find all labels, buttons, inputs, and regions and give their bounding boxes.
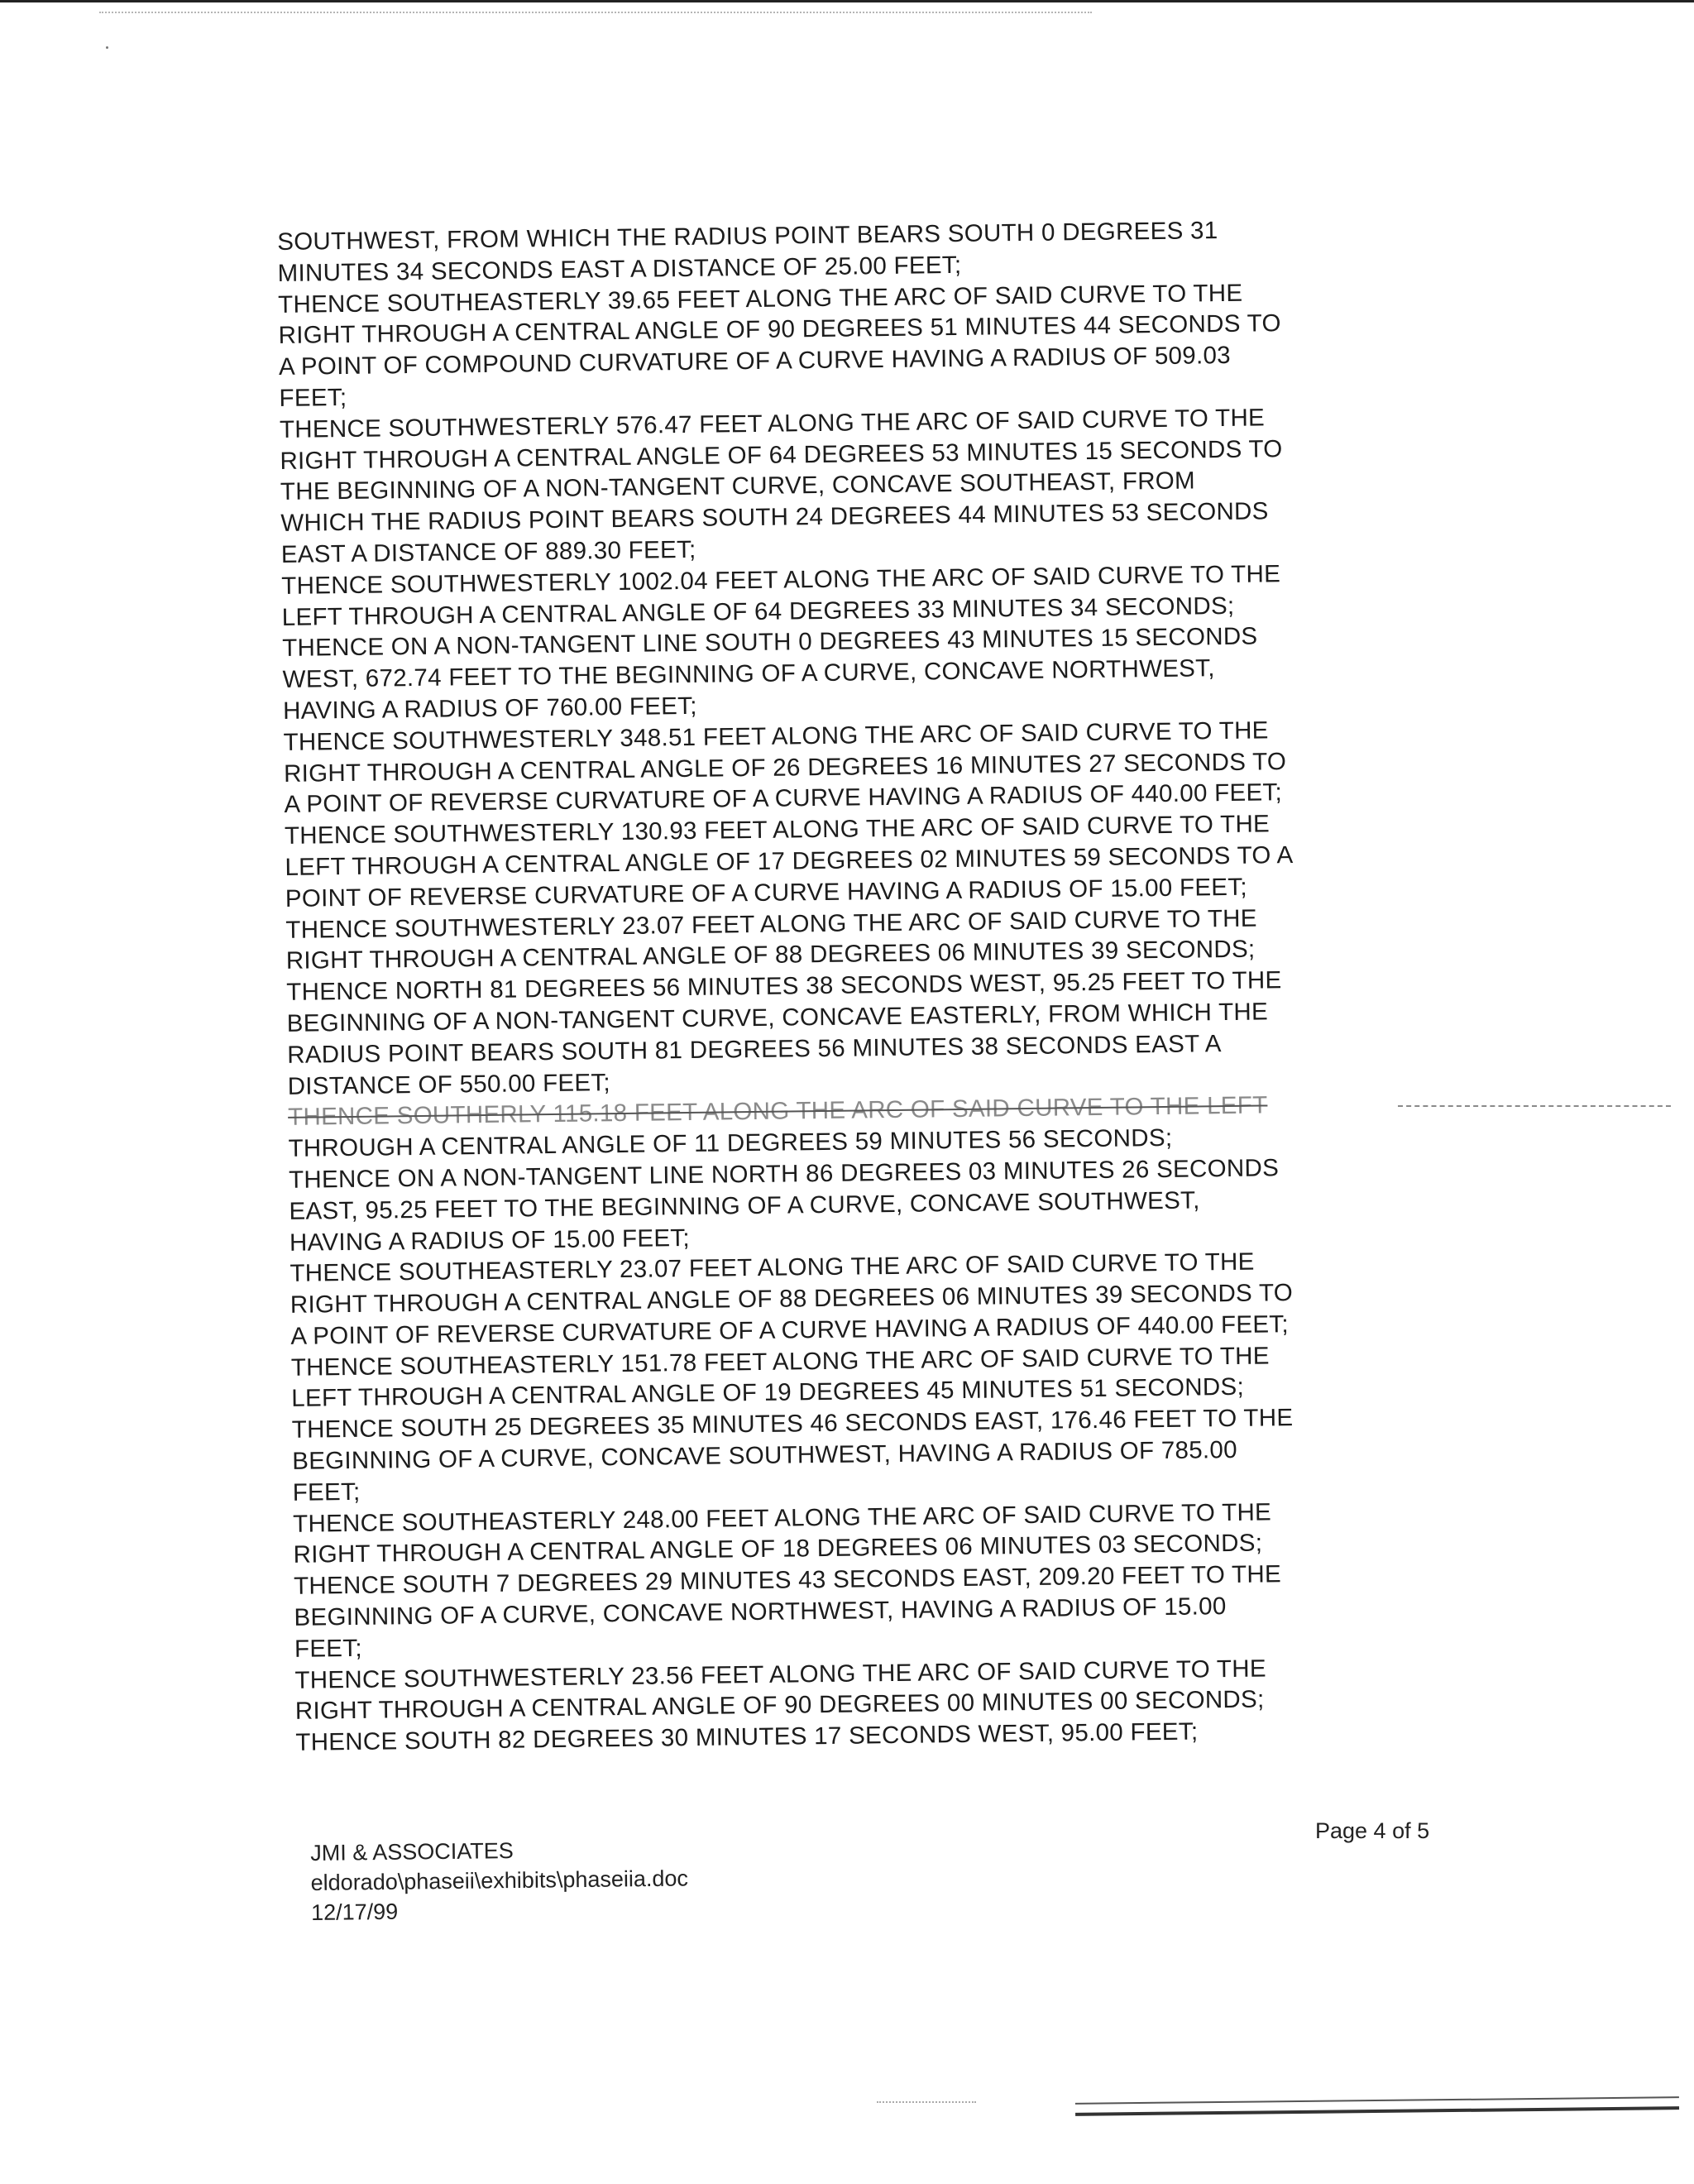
body-text-line: HAVING A RADIUS OF 760.00 FEET; [282, 692, 697, 725]
body-text-line: FEET; [279, 383, 347, 412]
body-text-line: THENCE SOUTHWESTERLY 130.93 FEET ALONG THE ARC OF SAID CURVE TO THE [284, 810, 1270, 850]
scan-noise-top [99, 12, 1092, 20]
page-number: Page 4 of 5 [1315, 1818, 1430, 1843]
body-text-line: BEGINNING OF A CURVE, CONCAVE NORTHWEST, HAVING A RADIUS OF 15.00 [294, 1592, 1227, 1631]
body-text-line: SOUTHWEST, FROM WHICH THE RADIUS POINT BEARS SOUTH 0 DEGREES 31 [277, 217, 1218, 256]
body-text-line: THENCE SOUTHERLY 115.18 FEET ALONG THE ARC OF SAID CURVE TO THE LEFT [287, 1091, 1268, 1132]
scan-top-edge-rule [0, 0, 1694, 2]
body-text-line: THENCE SOUTHWESTERLY 23.56 FEET ALONG THE ARC OF SAID CURVE TO THE [294, 1655, 1267, 1694]
body-text-line: THROUGH A CENTRAL ANGLE OF 11 DEGREES 59 MINUTES 56 SECONDS; [288, 1123, 1173, 1163]
body-text-line: THENCE SOUTH 7 DEGREES 29 MINUTES 43 SECONDS EAST, 209.20 FEET TO THE [293, 1560, 1282, 1601]
body-text-line: RIGHT THROUGH A CENTRAL ANGLE OF 88 DEGREES 06 MINUTES 39 SECONDS TO [290, 1279, 1294, 1319]
body-text-line: HAVING A RADIUS OF 15.00 FEET; [289, 1224, 691, 1257]
body-text-line: LEFT THROUGH A CENTRAL ANGLE OF 64 DEGREES 33 MINUTES 34 SECONDS; [281, 592, 1235, 631]
body-text-line: THENCE SOUTH 82 DEGREES 30 MINUTES 17 SECONDS WEST, 95.00 FEET; [295, 1717, 1199, 1757]
body-text-line: BEGINNING OF A NON-TANGENT CURVE, CONCAVE EASTERLY, FROM WHICH THE [286, 998, 1269, 1037]
body-text-line: THENCE SOUTHEASTERLY 151.78 FEET ALONG THE ARC OF SAID CURVE TO THE [290, 1342, 1270, 1382]
body-text-line: THENCE NORTH 81 DEGREES 56 MINUTES 38 SECONDS WEST, 95.25 FEET TO THE [286, 966, 1282, 1007]
body-text-line: FEET; [292, 1478, 361, 1506]
body-text-line: RIGHT THROUGH A CENTRAL ANGLE OF 88 DEGREES 06 MINUTES 39 SECONDS; [285, 935, 1256, 975]
body-text-line: WEST, 672.74 FEET TO THE BEGINNING OF A CURVE, CONCAVE NORTHWEST, [282, 654, 1215, 694]
body-text-line: RIGHT THROUGH A CENTRAL ANGLE OF 90 DEGREES 51 MINUTES 44 SECONDS TO [278, 309, 1281, 350]
body-text-line: THENCE SOUTHWESTERLY 348.51 FEET ALONG THE ARC OF SAID CURVE TO THE [283, 716, 1269, 756]
scan-noise-bottom [877, 2101, 976, 2106]
body-text-line: RIGHT THROUGH A CENTRAL ANGLE OF 90 DEGREES 00 MINUTES 00 SECONDS; [294, 1686, 1265, 1726]
body-text-line: EAST, 95.25 FEET TO THE BEGINNING OF A CURVE, CONCAVE SOUTHWEST, [289, 1186, 1200, 1225]
body-text-line: THENCE SOUTHWESTERLY 23.07 FEET ALONG THE ARC OF SAID CURVE TO THE [285, 904, 1257, 944]
body-text-line: WHICH THE RADIUS POINT BEARS SOUTH 24 DEGREES 44 MINUTES 53 SECONDS [280, 497, 1269, 538]
body-text-line: A POINT OF COMPOUND CURVATURE OF A CURVE HAVING A RADIUS OF 509.03 [278, 342, 1232, 381]
body-text-line: THENCE SOUTHEASTERLY 23.07 FEET ALONG THE ARC OF SAID CURVE TO THE [290, 1248, 1255, 1288]
body-text-line: THENCE ON A NON-TANGENT LINE SOUTH 0 DEGREES 43 MINUTES 15 SECONDS [282, 622, 1258, 663]
scan-noise-right [1398, 1105, 1671, 1110]
footer-file-path: eldorado\phaseii\exhibits\phaseiia.doc [310, 1866, 689, 1895]
body-text-line: A POINT OF REVERSE CURVATURE OF A CURVE HAVING A RADIUS OF 440.00 FEET; [284, 778, 1283, 819]
body-text-line: RIGHT THROUGH A CENTRAL ANGLE OF 64 DEGREES 53 MINUTES 15 SECONDS TO [280, 434, 1283, 475]
footer-date: 12/17/99 [310, 1899, 399, 1925]
scan-bottom-edge-rule [1075, 2096, 1679, 2116]
body-text-line: BEGINNING OF A CURVE, CONCAVE SOUTHWEST, HAVING A RADIUS OF 785.00 [292, 1436, 1238, 1475]
body-text-line: THENCE SOUTHWESTERLY 1002.04 FEET ALONG THE ARC OF SAID CURVE TO THE [281, 559, 1281, 600]
body-text-line: EAST A DISTANCE OF 889.30 FEET; [280, 535, 696, 568]
body-text-line: LEFT THROUGH A CENTRAL ANGLE OF 17 DEGREES 02 MINUTES 59 SECONDS TO A [285, 841, 1294, 881]
body-text-line: RIGHT THROUGH A CENTRAL ANGLE OF 26 DEGREES 16 MINUTES 27 SECONDS TO [283, 747, 1287, 788]
body-text-line: THENCE ON A NON-TANGENT LINE NORTH 86 DEGREES 03 MINUTES 26 SECONDS [288, 1154, 1280, 1194]
body-text-line: A POINT OF REVERSE CURVATURE OF A CURVE HAVING A RADIUS OF 440.00 FEET; [290, 1310, 1290, 1350]
body-text-line: THENCE SOUTHWESTERLY 576.47 FEET ALONG THE ARC OF SAID CURVE TO THE [279, 404, 1266, 443]
body-text-line: THENCE SOUTH 25 DEGREES 35 MINUTES 46 SECONDS EAST, 176.46 FEET TO THE [291, 1404, 1294, 1444]
body-text-line: MINUTES 34 SECONDS EAST A DISTANCE OF 25.00 FEET; [277, 251, 962, 287]
body-text-line: RADIUS POINT BEARS SOUTH 81 DEGREES 56 MINUTES 38 SECONDS EAST A [287, 1029, 1222, 1069]
document-footer [310, 1833, 689, 1928]
body-text-line: POINT OF REVERSE CURVATURE OF A CURVE HAVING A RADIUS OF 15.00 FEET; [285, 873, 1248, 912]
body-text-line: RIGHT THROUGH A CENTRAL ANGLE OF 18 DEGREES 06 MINUTES 03 SECONDS; [293, 1530, 1263, 1569]
body-text-line: LEFT THROUGH A CENTRAL ANGLE OF 19 DEGREES 45 MINUTES 51 SECONDS; [291, 1373, 1245, 1413]
body-text-line: FEET; [294, 1634, 363, 1663]
body-text-line: THE BEGINNING OF A NON-TANGENT CURVE, CONCAVE SOUTHEAST, FROM [280, 467, 1196, 506]
footer-company: JMI & ASSOCIATES [310, 1837, 514, 1866]
body-text-line: DISTANCE OF 550.00 FEET; [287, 1068, 611, 1100]
body-text-line: THENCE SOUTHEASTERLY 39.65 FEET ALONG THE ARC OF SAID CURVE TO THE [277, 279, 1243, 318]
scan-speck [106, 46, 108, 49]
body-text-line: THENCE SOUTHEASTERLY 248.00 FEET ALONG THE ARC OF SAID CURVE TO THE [292, 1498, 1272, 1538]
legal-description-body [277, 213, 1454, 1759]
